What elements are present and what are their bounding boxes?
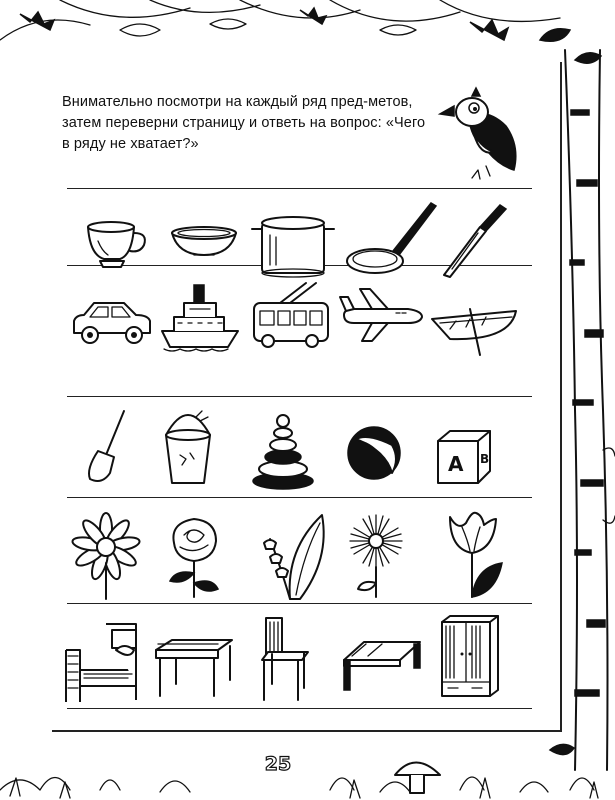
row-separator [67,603,532,604]
block-letter-b: B [480,452,490,466]
alphabet-block-icon [434,427,494,485]
car-icon [70,297,155,347]
crow-icon [438,86,528,182]
pyramid-toy-icon [250,411,316,491]
page-number: 25 [264,753,292,775]
row-separator [67,708,532,709]
pot-icon [250,213,340,279]
bowl-icon [168,225,240,261]
rose-icon [160,513,230,599]
lily-of-the-valley-icon [250,509,330,601]
aster-icon [342,511,412,599]
grass-bottom-decoration [0,720,615,800]
row-separator [67,396,532,397]
ship-icon [160,279,240,355]
shelf-icon [338,634,424,694]
rowboat-icon [430,301,520,357]
row-toys [60,405,530,501]
bucket-icon [158,409,218,489]
row-separator [67,188,532,189]
ball-icon [346,425,402,481]
airplane-icon [338,285,424,345]
knife-icon [440,203,510,279]
row-flowers [60,507,530,603]
daisy-icon [70,511,142,601]
block-letter-a: A [448,452,464,476]
frying-pan-icon [345,199,440,279]
cup-icon [80,221,150,269]
wardrobe-icon [438,614,502,704]
row-furniture [60,612,530,708]
row-transport [60,275,530,371]
shovel-icon [80,407,130,487]
table-icon [152,636,236,700]
chair-icon [254,614,314,704]
trolleybus-icon [250,281,332,351]
bed-icon [62,620,152,706]
birch-tree-decoration [545,50,615,770]
tulip-icon [440,511,504,599]
instruction-text: Внимательно посмотри на каждый ряд пред-метов, затем переверни страницу и ответь на вопрос: «Чего в ряду не хватает?» [62,94,426,152]
